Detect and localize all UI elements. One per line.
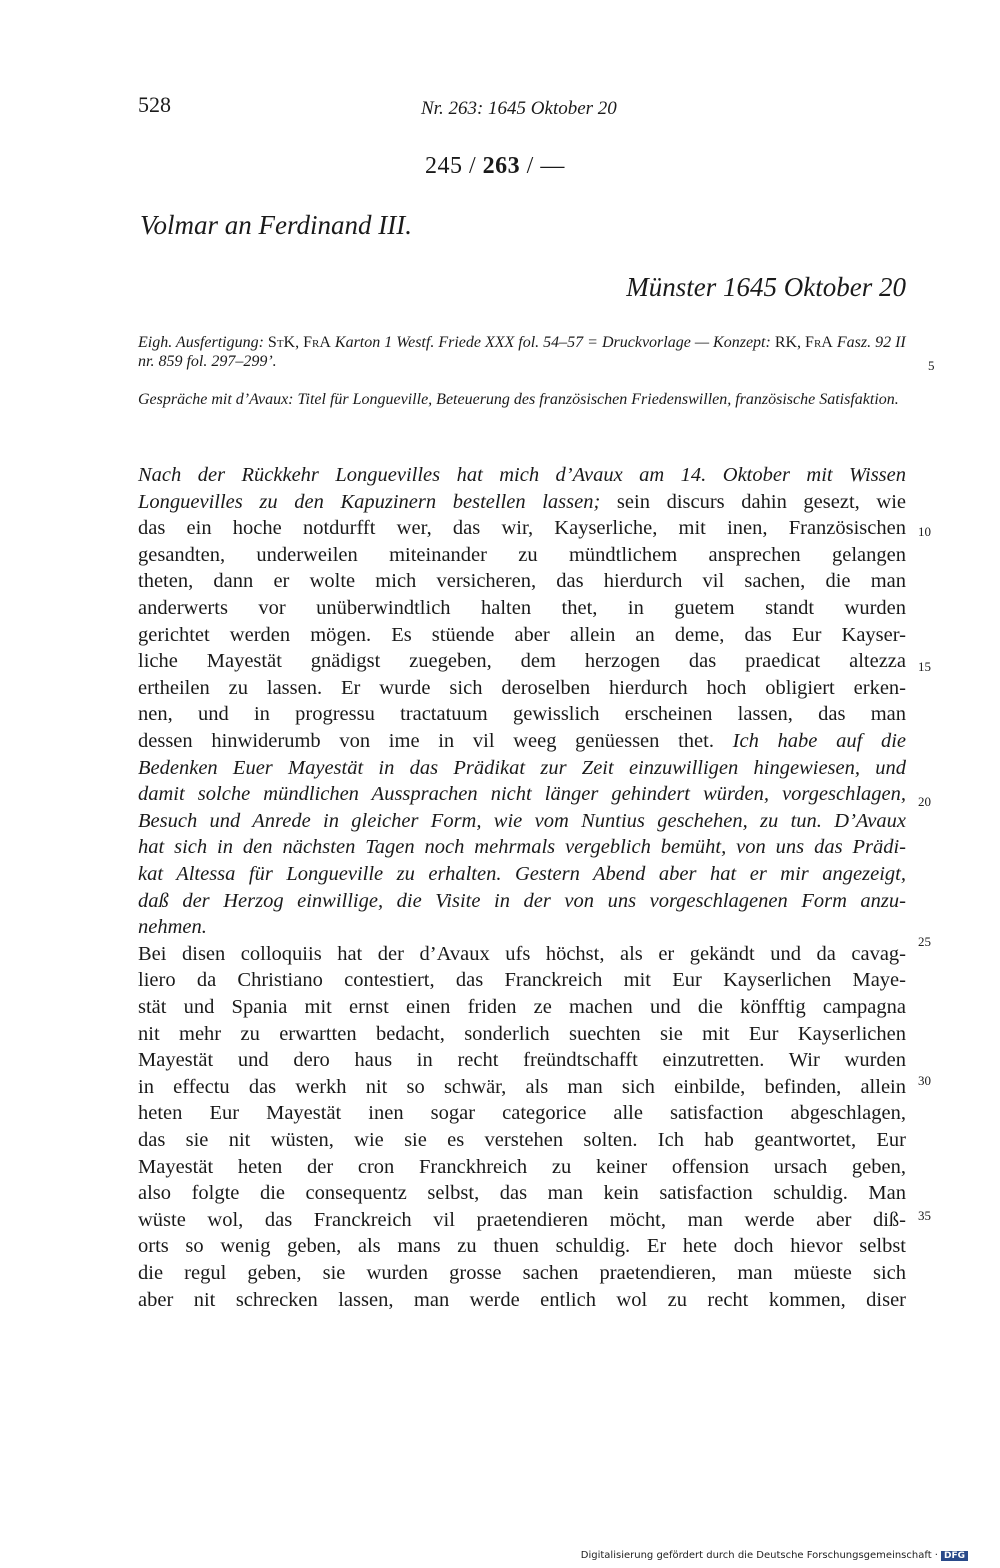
source-note: Eigh. Ausfertigung: StK, FrA Karton 1 Westf. Friede XXX fol. 54–57 = Druckvorlage — Konzept: RK, FrA Fasz. 92 II nr. 859 fol. 297–299’. [138,334,906,370]
body-line [138,1260,906,1286]
doc-number-right: — [540,153,565,179]
body-line [138,542,906,568]
text-segment: Nach der Rückkehr Longuevilles hat mich d’Avaux am 14. Oktober mit Wissen [138,464,906,486]
body-line [138,888,906,914]
text-segment: dessen hinwiderumb von ime in vil weeg genüessen thet. [138,730,733,752]
dfg-logo: DFG [941,1551,968,1561]
body-line [138,1074,906,1100]
running-head: Nr. 263: 1645 Oktober 20 [421,98,617,119]
doc-number-left: 245 [425,153,463,179]
text-segment: nen, und in progressu tractatuum gewisslich erscheinen lassen, das man [138,703,906,726]
text-segment: daß der Herzog einwillige, die Visite in der von uns vorgeschlagenen Form anzu- [138,889,906,912]
summary-note: Gespräche mit d’Avaux: Titel für Longueville, Beteuerung des französischen Friedenswillen, französische Satisfaktion. [138,391,899,408]
text-segment: Besuch und Anrede in gleicher Form, wie vom Nuntius geschehen, zu tun. D’Avaux [138,809,906,832]
margin-line-number: 10 [918,524,931,539]
page-number: 528 [138,92,171,117]
text-segment: liche Mayestät gnädigst zuegeben, dem herzogen das praedicat altezza [138,650,906,673]
body-line [138,1287,906,1313]
text-segment: hat sich in den nächsten Tagen noch mehrmals vergeblich bemüht, von uns das Prädi- [138,836,906,859]
text-segment: wüste wol, das Franckreich vil praetendieren möcht, man werde aber diß- [138,1208,906,1231]
text-segment: liero da Christiano contestiert, das Franckreich mit Eur Kayserlichen Maye- [138,969,906,992]
text-segment: damit solche mündlichen Aussprachen nicht länger gehindert würden, vorgeschlagen, [138,783,906,806]
doc-number-main: 263 [482,153,521,179]
text-segment: das sie nit wüsten, wie sie es verstehen solten. Ich hab geantwortet, Eur [138,1129,906,1151]
body-line [138,1180,906,1206]
margin-line-number: 5 [928,358,935,373]
body-line [138,728,906,754]
text-segment: gesandten, underweilen miteinander zu mündtlichem ansprechen gelangen [138,543,906,566]
body-line [138,622,906,648]
text-segment: anderwerts vor unüberwindtlich halten thet, in guetem standt wurden [138,597,906,619]
text-segment: nehmen. [138,916,207,939]
body-line [138,1154,906,1180]
doc-number-separator: / [469,153,477,179]
margin-line-number: 35 [918,1208,931,1223]
text-segment: ertheilen zu lassen. Er wurde sich deroselben hierdurch hoch obligiert erken- [138,676,906,699]
body-line [138,755,906,781]
doc-number-separator: / [526,153,534,179]
margin-line-number: 25 [918,934,931,949]
margin-line-number: 30 [918,1073,931,1088]
body-line [138,1207,906,1233]
text-segment: aber nit schrecken lassen, man werde entlich wol zu recht kommen, diser [138,1288,906,1311]
body-line [138,1100,906,1126]
document-title: Volmar an Ferdinand III. [140,210,412,240]
text-segment: also folgte die consequentz selbst, das man kein satisfaction schuldig. Man [138,1182,906,1205]
text-segment: stät und Spania mit ernst einen friden ze machen und die könfftig campagna [138,996,906,1018]
body-line [138,808,906,834]
text-segment: Bei disen colloquiis hat der d’Avaux ufs höchst, als er gekändt und da cavag- [138,942,906,965]
body-line [138,515,906,541]
body-line [138,1127,906,1153]
margin-line-number: 15 [918,659,931,674]
body-line [138,1047,906,1073]
body-line [138,967,906,993]
footer-credit: Digitalisierung gefördert durch die Deutsche Forschungsgemeinschaft · DFG [581,1550,968,1561]
text-segment: gerichtet werden mögen. Es stüende aber allein an deme, das Eur Kayser- [138,623,906,646]
body-line [138,701,906,727]
text-segment: Mayestät heten der cron Franckhreich zu keiner offension ursach geben, [138,1155,906,1178]
body-line [138,675,906,701]
body-line [138,941,906,967]
body-line [138,568,906,594]
margin-line-number: 20 [918,794,931,809]
body-line [138,861,906,887]
document-number [425,153,565,180]
text-segment: die regul geben, sie wurden grosse sachen praetendieren, man müeste sich [138,1262,906,1284]
place-date: Münster 1645 Oktober 20 [626,272,906,302]
text-segment: nit mehr zu erwartten bedacht, sonderlich suechten sie mit Eur Kayserlichen [138,1022,906,1045]
body-line [138,781,906,807]
text-segment: sein discurs dahin gesezt, wie [600,490,907,513]
body-line [138,462,906,488]
body-line [138,595,906,621]
text-segment: Bedenken Euer Mayestät in das Prädikat zur Zeit einzuwilligen hingewiesen, und [138,756,906,779]
text-segment: heten Eur Mayestät inen sogar categorice alle satisfaction abgeschlagen, [138,1102,906,1125]
text-segment: Ich habe auf die [732,730,906,752]
body-line [138,994,906,1020]
body-line [138,1233,906,1259]
text-segment: kat Altessa für Longueville zu erhalten. Gestern Abend aber hat er mir angezeigt, [138,863,906,885]
text-segment: orts so wenig geben, als mans zu thuen schuldig. Er hete doch hievor selbst [138,1235,906,1258]
text-segment: theten, dann er wolte mich versicheren, das hierdurch vil sachen, die man [138,570,906,593]
body-line [138,1021,906,1047]
text-segment: in effectu das werkh nit so schwär, als man sich einbilde, befinden, allein [138,1075,906,1098]
body-line [138,489,906,515]
body-line [138,648,906,674]
text-segment: Mayestät und dero haus in recht freündtschafft einzutretten. Wir wurden [138,1049,906,1072]
body-line [138,914,906,940]
body-line [138,834,906,860]
text-segment: das ein hoche notdurfft wer, das wir, Kayserliche, mit inen, Französischen [138,517,906,540]
text-segment: Longuevilles zu den Kapuzinern bestellen lassen; [138,490,601,513]
